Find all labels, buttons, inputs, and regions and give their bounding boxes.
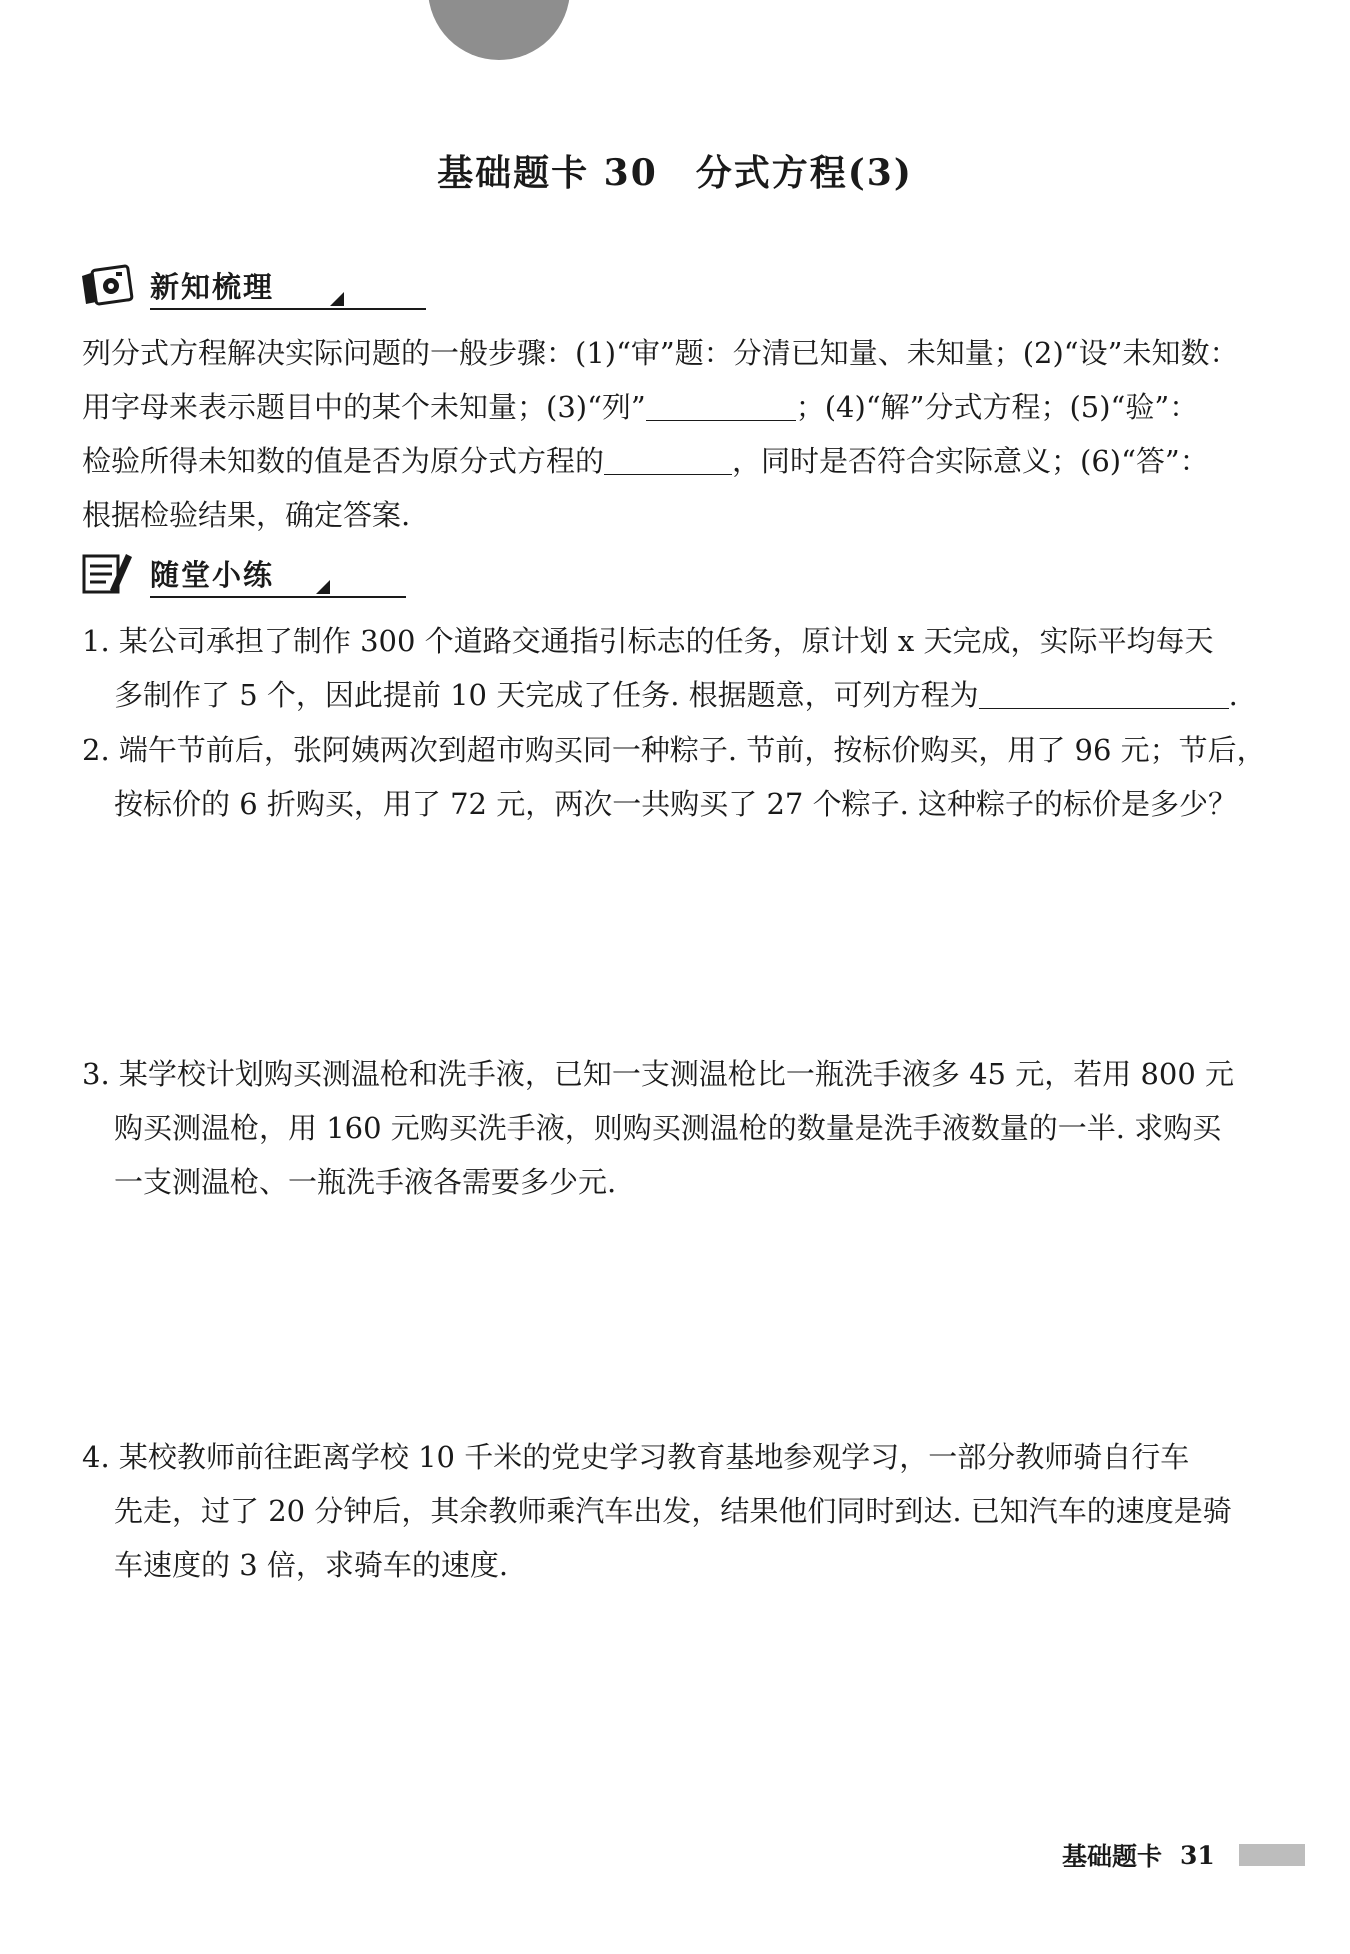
question-line: 车速度的 3 倍，求骑车的速度.	[114, 1548, 509, 1582]
page-title: 基础题卡 30 分式方程(3)	[437, 152, 913, 194]
intro-line: 列分式方程解决实际问题的一般步骤：(1)“审”题：分清已知量、未知量；(2)“设”未知数：	[82, 336, 1239, 370]
intro-line: 用字母来表示题目中的某个未知量；(3)“列” ；(4)“解”分式方程；(5)“验”：	[82, 390, 1199, 424]
section-underline	[150, 308, 426, 310]
answer-blank[interactable]	[979, 678, 1229, 709]
question-line: 1. 某公司承担了制作 300 个道路交通指引标志的任务，原计划 x 天完成，实际平均每天	[82, 624, 1214, 658]
answer-blank[interactable]	[604, 444, 732, 475]
question-line: 2. 端午节前后，张阿姨两次到超市购买同一种粽子. 节前，按标价购买，用了 96 元；节后，	[82, 733, 1266, 767]
question-2	[82, 723, 1282, 831]
question-line: 多制作了 5 个，因此提前 10 天完成了任务. 根据题意，可列方程为 .	[114, 678, 1238, 712]
section-underline	[150, 596, 406, 598]
question-line: 4. 某校教师前往距离学校 10 千米的党史学习教育基地参观学习，一部分教师骑自行车	[82, 1440, 1190, 1474]
footer-label: 基础题卡	[1062, 1842, 1163, 1871]
question-line: 购买测温枪，用 160 元购买洗手液，则购买测温枪的数量是洗手液数量的一半. 求购买	[114, 1111, 1222, 1145]
section-triangle-marker	[316, 580, 330, 594]
footer-bar-decoration	[1239, 1844, 1305, 1866]
question-line: 3. 某学校计划购买测温枪和洗手液，已知一支测温枪比一瓶洗手液多 45 元，若用 800 元	[82, 1057, 1235, 1091]
question-4	[82, 1430, 1282, 1592]
question-1	[82, 614, 1282, 722]
question-line: 先走，过了 20 分钟后，其余教师乘汽车出发，结果他们同时到达. 已知汽车的速度是骑	[114, 1494, 1232, 1528]
intro-line: 根据检验结果，确定答案.	[82, 498, 411, 532]
section-header-practice	[80, 550, 340, 596]
section-triangle-marker	[330, 292, 344, 306]
answer-blank[interactable]	[646, 390, 796, 421]
intro-line: 检验所得未知数的值是否为原分式方程的 ，同时是否符合实际意义；(6)“答”：	[82, 444, 1209, 478]
camera-card-icon	[80, 262, 136, 308]
section-label: 随堂小练	[150, 557, 275, 592]
question-3	[82, 1047, 1282, 1209]
intro-paragraph	[82, 326, 1282, 542]
page-tab-decoration	[428, 0, 570, 60]
page-footer	[1062, 1837, 1305, 1873]
question-line: 按标价的 6 折购买，用了 72 元，两次一共购买了 27 个粽子. 这种粽子的标价是多少？	[114, 787, 1238, 821]
section-header-new-knowledge	[80, 262, 360, 308]
page-number: 31	[1180, 1840, 1215, 1870]
question-line: 一支测温枪、一瓶洗手液各需要多少元.	[114, 1165, 617, 1199]
notebook-pen-icon	[80, 550, 136, 596]
section-label: 新知梳理	[150, 269, 275, 304]
